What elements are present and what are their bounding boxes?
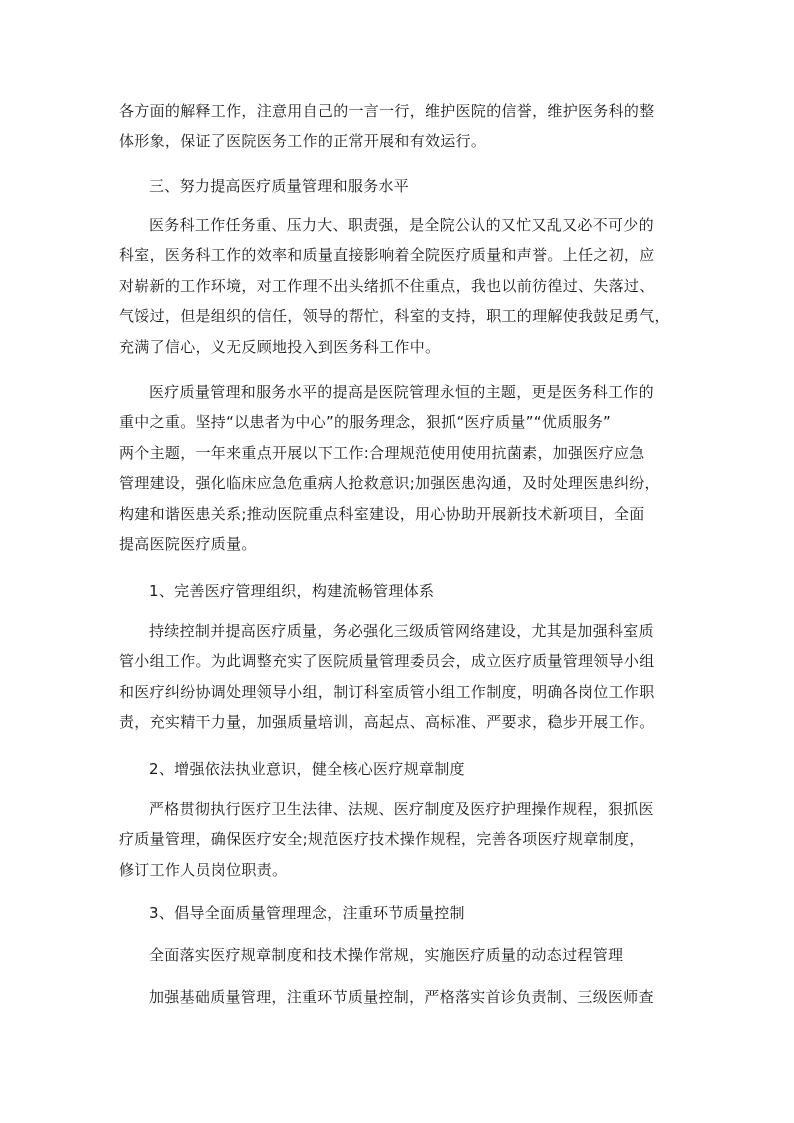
- paragraph-line: 对崭新的工作环境，对工作理不出头绪抓不住重点，我也以前彷徨过、失落过、: [119, 276, 655, 295]
- paragraph-line: 提高医院医疗质量。: [119, 535, 257, 554]
- paragraph-line: 严格贯彻执行医疗卫生法律、法规、医疗制度及医疗护理操作规程，狠抓医: [149, 800, 654, 818]
- paragraph-line: 医务科工作任务重、压力大、职责强，是全院公认的又忙又乱又必不可少的: [149, 216, 654, 234]
- paragraph-medical-department: [119, 210, 679, 362]
- paragraph-line: 管小组工作。为此调整充实了医院质量管理委员会，成立医疗质量管理领导小组: [119, 652, 655, 671]
- paragraph-line: 医疗质量管理和服务水平的提高是医院管理永恒的主题，更是医务科工作的: [149, 383, 654, 401]
- paragraph-line: 体形象，保证了医院医务工作的正常开展和有效运行。: [119, 132, 487, 151]
- subheading-1: 1、完善医疗管理组织，构建流畅管理体系: [149, 582, 435, 600]
- paragraph-line: 构建和谐医患关系;推动医院重点科室建设，用心协助开展新技术新项目，全面: [119, 504, 645, 523]
- paragraph-line: 重中之重。坚持“以患者为中心”的服务理念，狠抓“医疗质量”“优质服务”: [119, 413, 612, 432]
- paragraph-organization: [119, 616, 679, 738]
- paragraph-line: 充满了信心，义无反顾地投入到医务科工作中。: [119, 337, 441, 356]
- subheading-3: 3、倡导全面质量管理理念，注重环节质量控制: [149, 904, 465, 922]
- paragraph-line: 气馁过，但是组织的信任，领导的帮忙，科室的支持，职工的理解使我鼓足勇气，: [119, 307, 670, 326]
- paragraph-dynamic-process: [119, 940, 679, 970]
- paragraph-line: 科室，医务科工作的效率和质量直接影响着全院医疗质量和声誉。上任之初，应: [119, 246, 655, 265]
- paragraph-line: 各方面的解释工作，注意用自己的一言一行，维护医院的信誉，维护医务科的整: [119, 102, 655, 120]
- paragraph-regulations: [119, 794, 679, 885]
- paragraph-line: 两个主题，一年来重点开展以下工作:合理规范使用使用抗菌素，加强医疗应急: [119, 443, 645, 462]
- paragraph-line: 修订工作人员岗位职责。: [119, 860, 288, 879]
- paragraph-line: 责，充实精干力量，加强质量培训，高起点、高标准、严要求，稳步开展工作。: [119, 713, 655, 732]
- paragraph-line: 全面落实医疗规章制度和技术操作常规，实施医疗质量的动态过程管理: [149, 946, 624, 964]
- paragraph-line: 疗质量管理，确保医疗安全;规范医疗技术操作规程，完善各项医疗规章制度，: [119, 830, 645, 849]
- paragraph-quality-management: [119, 377, 679, 559]
- paragraph-explanation-work: [119, 96, 679, 157]
- section-heading-quality: 三、努力提高医疗质量管理和服务水平: [149, 177, 410, 195]
- paragraph-line: 管理建设，强化临床应急危重病人抢救意识;加强医患沟通，及时处理医患纠纷，: [119, 474, 660, 493]
- paragraph-line: 和医疗纠纷协调处理领导小组，制订科室质管小组工作制度，明确各岗位工作职: [119, 682, 655, 701]
- paragraph-line: 加强基础质量管理，注重环节质量控制，严格落实首诊负责制、三级医师查: [149, 988, 654, 1006]
- paragraph-basic-quality: [119, 982, 679, 1012]
- subheading-2: 2、增强依法执业意识，健全核心医疗规章制度: [149, 760, 465, 778]
- paragraph-line: 持续控制并提高医疗质量，务必强化三级质管网络建设，尤其是加强科室质: [149, 622, 654, 640]
